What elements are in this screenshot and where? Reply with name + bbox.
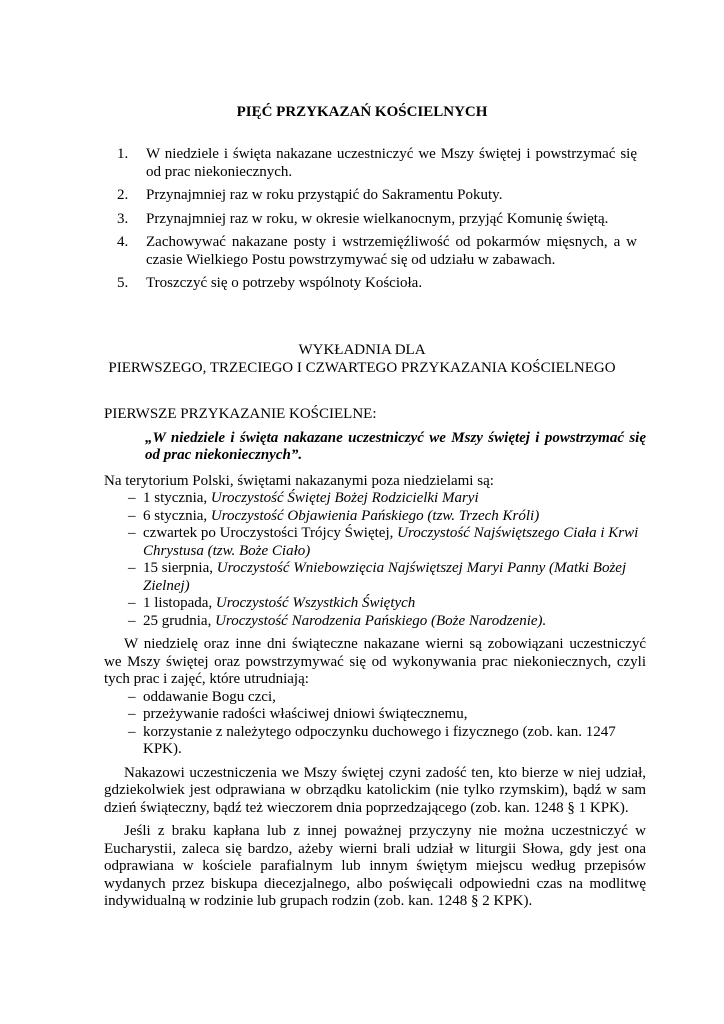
list-number: 2.: [117, 187, 129, 203]
list-item: [117, 187, 637, 205]
list-number: 4.: [117, 234, 129, 250]
dash-icon: –: [128, 688, 136, 705]
dash-icon: –: [128, 490, 136, 506]
list-number: 5.: [117, 275, 129, 291]
paragraph-fulfillment: Nakazowi uczestniczenia we Mszy świętej czyni zadość ten, kto bierze w niej udział, gdziekolwiek jest odprawiana w obrządku katolickim (nie tylko rzymskim), bądź w sam dzień świąteczny, bądź też wieczorem dnia poprzedzającego (zob. kan. 1248 § 1 KPK).: [104, 764, 646, 816]
dash-icon: –: [128, 595, 136, 611]
list-text: Przynajmniej raz w roku, w okresie wielkanocnym, przyjąć Komunię świętą.: [146, 210, 609, 227]
holidays-intro: Na terytorium Polski, świętami nakazanymi poza niedzielami są:: [104, 472, 494, 489]
holiday-name: Uroczystość Wniebowzięcia Najświętszej Maryi Panny (Matki Bożej Zielnej): [143, 560, 627, 594]
subtitle-line-1: WYKŁADNIA DLA: [298, 342, 426, 358]
holidays-list: [104, 490, 646, 630]
list-text: Troszczyć się o potrzeby wspólnoty Kościoła.: [146, 275, 423, 291]
holiday-date: 1 stycznia,: [143, 490, 211, 506]
holiday-name: Uroczystość Narodzenia Pańskiego (Boże Narodzenie).: [215, 612, 547, 629]
dash-icon: –: [128, 507, 136, 524]
paragraph-sunday-obligation: W niedzielę oraz inne dni świąteczne nakazane wierni są zobowiązani uczestniczyć we Mszy świętej oraz powstrzymywać się od wykonywania prac niekoniecznych, czyli tych prac i zajęć, które utrudniają:: [104, 636, 646, 687]
holiday-date: 1 listopada,: [143, 595, 216, 611]
list-item: [104, 689, 646, 707]
holiday-date: 25 grudnia,: [143, 612, 216, 629]
list-item: [104, 595, 646, 613]
list-number: 1.: [117, 146, 129, 162]
holiday-name: Uroczystość Świętej Bożej Rodzicielki Maryi: [210, 490, 479, 506]
list-text: Przynajmniej raz w roku przystąpić do Sakramentu Pokuty.: [146, 187, 503, 203]
list-item: [104, 706, 646, 724]
holiday-name: Uroczystość Objawienia Pańskiego (tzw. Trzech Króli): [210, 507, 540, 524]
list-item: [104, 508, 646, 526]
obligations-list: [104, 689, 646, 759]
holiday-date: 6 stycznia,: [143, 507, 211, 524]
holiday-name: Uroczystość Najświętszego Ciała i Krwi Chrystusa (tzw. Boże Ciało): [143, 525, 639, 559]
holiday-date: czwartek po Uroczystości Trójcy Świętej,: [143, 525, 398, 541]
subtitle-line-2: PIERWSZEGO, TRZECIEGO I CZWARTEGO PRZYKAZANIA KOŚCIELNEGO: [108, 359, 616, 376]
list-item: [104, 724, 646, 759]
list-item: [104, 613, 646, 631]
list-item: [117, 146, 637, 181]
dash-icon: –: [128, 525, 136, 541]
list-item: [117, 275, 637, 293]
list-text: oddawanie Bogu czci,: [143, 688, 276, 705]
list-number: 3.: [117, 210, 129, 227]
list-item: [104, 525, 646, 560]
holiday-date: 15 sierpnia,: [143, 560, 217, 576]
commandment-quote: „W niedziele i święta nakazane uczestniczyć we Mszy świętej i powstrzymać się od prac niekoniecznych”.: [145, 429, 646, 463]
holiday-name: Uroczystość Wszystkich Świętych: [215, 595, 416, 611]
dash-icon: –: [128, 723, 136, 740]
dash-icon: –: [128, 560, 136, 576]
list-item: [117, 234, 637, 269]
section-heading: PIERWSZE PRZYKAZANIE KOŚCIELNE:: [104, 406, 377, 422]
list-item: [104, 560, 646, 595]
list-text: W niedziele i święta nakazane uczestniczyć we Mszy świętej i powstrzymać się od prac niekoniecznych.: [146, 146, 637, 180]
body-text: [104, 406, 646, 911]
dash-icon: –: [128, 612, 136, 629]
document-title: PIĘĆ PRZYKAZAŃ KOŚCIELNYCH: [236, 104, 488, 120]
list-item: [104, 490, 646, 508]
list-item: [117, 211, 637, 229]
commandments-list: [117, 146, 637, 299]
paragraph-no-priest: Jeśli z braku kapłana lub z innej poważnej przyczyny nie można uczestniczyć w Eucharystii, zaleca się bardzo, ażeby wierni brali udział w liturgii Słowa, gdy jest ona odprawiana w kościele parafialnym lub innym świętym miejscu według przepisów wydanych przez biskupa diecezjalnego, albo poświęcali odpowiedni czas na modlitwę indywidualną w rodzinie lub grupach rodzin (zob. kan. 1248 § 2 KPK).: [104, 823, 646, 909]
list-text: korzystanie z należytego odpoczynku duchowego i fizycznego (zob. kan. 1247 KPK).: [143, 723, 616, 757]
list-text: przeżywanie radości właściwej dniowi świątecznemu,: [143, 706, 468, 722]
dash-icon: –: [128, 706, 136, 722]
list-text: Zachowywać nakazane posty i wstrzemięźliwość od pokarmów mięsnych, a w czasie Wielkiego Postu powstrzymywać się od udziału w zabawach.: [146, 234, 637, 268]
section-subtitle: [0, 342, 724, 377]
